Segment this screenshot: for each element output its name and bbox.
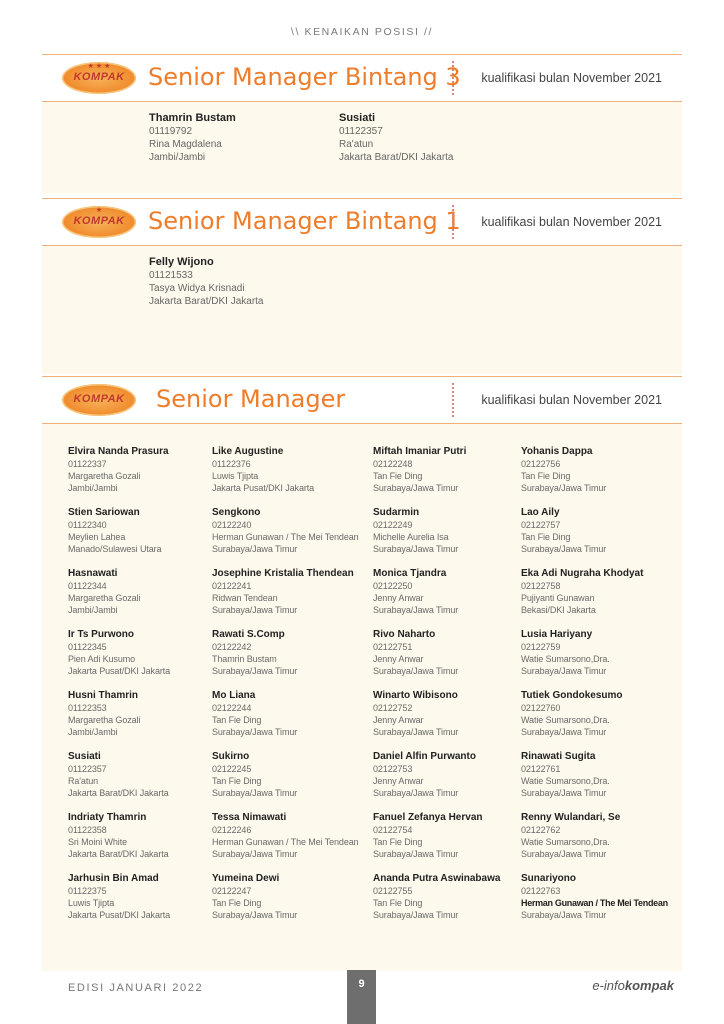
member-name: Sunariyono bbox=[521, 873, 577, 884]
member-id: 02122244 bbox=[212, 703, 252, 713]
brand-logo: e-infokompak bbox=[592, 978, 674, 993]
member-location: Surabaya/Jawa Timur bbox=[212, 727, 298, 737]
member-card bbox=[68, 873, 212, 934]
member-id: 02122754 bbox=[373, 825, 413, 835]
member-id: 01122357 bbox=[68, 764, 107, 774]
member-name: Indriaty Thamrin bbox=[68, 812, 147, 823]
member-sponsor: Tan Fie Ding bbox=[521, 471, 571, 481]
section-bintang-3 bbox=[42, 54, 682, 194]
section-header bbox=[42, 54, 682, 102]
member-card bbox=[339, 112, 454, 164]
member-name: Tessa Nimawati bbox=[212, 812, 287, 823]
member-id: 02122241 bbox=[212, 581, 252, 591]
member-location: Surabaya/Jawa Timur bbox=[373, 910, 459, 920]
member-id: 01122357 bbox=[339, 126, 383, 137]
member-name: Miftah Imaniar Putri bbox=[373, 446, 467, 457]
star-icon: ★ ★ ★ bbox=[87, 63, 111, 70]
member-card bbox=[149, 112, 236, 164]
qualification-text: kualifikasi bulan November 2021 bbox=[481, 71, 662, 85]
member-id: 02122760 bbox=[521, 703, 561, 713]
member-id: 01122340 bbox=[68, 520, 107, 530]
member-id: 01119792 bbox=[149, 126, 193, 137]
member-sponsor: Tan Fie Ding bbox=[373, 898, 423, 908]
edition-label: EDISI JANUARI 2022 bbox=[68, 982, 204, 994]
member-card bbox=[373, 629, 521, 690]
member-name: Renny Wulandari, Se bbox=[521, 812, 621, 823]
member-location: Jakarta Barat/DKI Jakarta bbox=[149, 296, 264, 307]
member-location: Surabaya/Jawa Timur bbox=[521, 788, 607, 798]
member-name: Ir Ts Purwono bbox=[68, 629, 134, 640]
member-location: Surabaya/Jawa Timur bbox=[521, 544, 607, 554]
member-location: Jakarta Barat/DKI Jakarta bbox=[68, 849, 169, 859]
section-title: Senior Manager Bintang 1 bbox=[148, 207, 461, 235]
member-sponsor: Ra'atun bbox=[339, 139, 374, 150]
member-name: Husni Thamrin bbox=[68, 690, 139, 701]
member-id: 02122756 bbox=[521, 459, 561, 469]
member-id: 01122358 bbox=[68, 825, 107, 835]
member-id: 02122757 bbox=[521, 520, 561, 530]
section-title: Senior Manager bbox=[156, 385, 346, 413]
member-sponsor: Tan Fie Ding bbox=[521, 532, 571, 542]
member-name: Jarhusin Bin Amad bbox=[68, 873, 159, 884]
member-location: Surabaya/Jawa Timur bbox=[212, 788, 298, 798]
member-card bbox=[521, 629, 671, 690]
member-list bbox=[42, 246, 682, 374]
member-sponsor: Rina Magdalena bbox=[149, 139, 222, 150]
member-card bbox=[521, 446, 671, 507]
member-card bbox=[68, 629, 212, 690]
member-location: Surabaya/Jawa Timur bbox=[373, 849, 459, 859]
member-card bbox=[373, 812, 521, 873]
member-id: 02122247 bbox=[212, 886, 252, 896]
member-name: Fanuel Zefanya Hervan bbox=[373, 812, 483, 823]
member-location: Jambi/Jambi bbox=[149, 152, 206, 163]
member-card bbox=[521, 568, 671, 629]
member-card bbox=[521, 751, 671, 812]
member-card bbox=[373, 751, 521, 812]
member-location: Surabaya/Jawa Timur bbox=[521, 666, 607, 676]
member-card bbox=[373, 446, 521, 507]
member-sponsor: Pujiyanti Gunawan bbox=[521, 593, 595, 603]
member-card bbox=[212, 568, 373, 629]
member-name: Yohanis Dappa bbox=[521, 446, 593, 457]
member-name: Stien Sariowan bbox=[68, 507, 140, 518]
member-sponsor: Tan Fie Ding bbox=[212, 776, 262, 786]
member-location: Surabaya/Jawa Timur bbox=[521, 727, 607, 737]
member-card bbox=[68, 751, 212, 812]
member-sponsor: Watie Sumarsono,Dra. bbox=[521, 715, 610, 725]
kompak-logo: ★ ★ ★ KOMPAK bbox=[62, 62, 136, 94]
dotted-divider bbox=[452, 383, 454, 417]
member-id: 02122761 bbox=[521, 764, 561, 774]
member-location: Jakarta Pusat/DKI Jakarta bbox=[68, 666, 171, 676]
member-sponsor: Margaretha Gozali bbox=[68, 715, 141, 725]
member-id: 01122375 bbox=[68, 886, 107, 896]
member-name: Winarto Wibisono bbox=[373, 690, 458, 701]
member-id: 01122344 bbox=[68, 581, 107, 591]
member-id: 01122353 bbox=[68, 703, 107, 713]
member-name: Mo Liana bbox=[212, 690, 256, 701]
member-card bbox=[149, 256, 264, 308]
member-card bbox=[373, 507, 521, 568]
member-card bbox=[212, 446, 373, 507]
member-name: Yumeina Dewi bbox=[212, 873, 280, 884]
member-name: Like Augustine bbox=[212, 446, 284, 457]
member-sponsor: Michelle Aurelia Isa bbox=[373, 532, 449, 542]
member-location: Surabaya/Jawa Timur bbox=[521, 483, 607, 493]
member-id: 02122250 bbox=[373, 581, 413, 591]
qualification-text: kualifikasi bulan November 2021 bbox=[481, 215, 662, 229]
kompak-logo: ★ KOMPAK bbox=[62, 206, 136, 238]
member-location: Surabaya/Jawa Timur bbox=[212, 666, 298, 676]
section-title: Senior Manager Bintang 3 bbox=[148, 63, 461, 91]
member-id: 02122249 bbox=[373, 520, 413, 530]
member-card bbox=[373, 568, 521, 629]
member-sponsor: Tan Fie Ding bbox=[373, 471, 423, 481]
page-number: 9 bbox=[358, 978, 365, 990]
member-sponsor: Jenny Anwar bbox=[373, 715, 424, 725]
member-location: Jakarta Barat/DKI Jakarta bbox=[68, 788, 169, 798]
member-name: Sengkono bbox=[212, 507, 261, 518]
member-card bbox=[212, 751, 373, 812]
member-sponsor: Watie Sumarsono,Dra. bbox=[521, 776, 610, 786]
member-location: Surabaya/Jawa Timur bbox=[373, 788, 459, 798]
member-sponsor: Herman Gunawan / The Mei Tendean bbox=[212, 532, 359, 542]
member-id: 02122758 bbox=[521, 581, 561, 591]
member-sponsor: Herman Gunawan / The Mei Tendean bbox=[521, 898, 668, 908]
member-sponsor: Jenny Anwar bbox=[373, 776, 424, 786]
member-location: Surabaya/Jawa Timur bbox=[212, 605, 298, 615]
member-id: 02122248 bbox=[373, 459, 413, 469]
dotted-divider bbox=[452, 205, 454, 239]
member-name: Felly Wijono bbox=[149, 256, 214, 268]
member-location: Jambi/Jambi bbox=[68, 483, 118, 493]
member-sponsor: Margaretha Gozali bbox=[68, 593, 141, 603]
member-sponsor: Tan Fie Ding bbox=[212, 715, 262, 725]
member-location: Surabaya/Jawa Timur bbox=[521, 910, 607, 920]
member-card bbox=[212, 507, 373, 568]
member-name: Hasnawati bbox=[68, 568, 118, 579]
member-card bbox=[68, 812, 212, 873]
member-name: Rinawati Sugita bbox=[521, 751, 596, 762]
member-sponsor: Watie Sumarsono,Dra. bbox=[521, 837, 610, 847]
member-name: Ananda Putra Aswinabawa bbox=[373, 873, 501, 884]
member-id: 02122751 bbox=[373, 642, 413, 652]
member-name: Sukirno bbox=[212, 751, 250, 762]
member-sponsor: Meylien Lahea bbox=[68, 532, 126, 542]
member-id: 02122763 bbox=[521, 886, 561, 896]
member-location: Surabaya/Jawa Timur bbox=[373, 666, 459, 676]
member-location: Jambi/Jambi bbox=[68, 605, 118, 615]
section-senior-manager bbox=[42, 376, 682, 971]
member-name: Rawati S.Comp bbox=[212, 629, 285, 640]
member-name: Thamrin Bustam bbox=[149, 112, 236, 124]
member-location: Manado/Sulawesi Utara bbox=[68, 544, 162, 554]
section-bintang-1 bbox=[42, 198, 682, 374]
member-card bbox=[68, 568, 212, 629]
member-sponsor: Margaretha Gozali bbox=[68, 471, 141, 481]
member-location: Surabaya/Jawa Timur bbox=[212, 910, 298, 920]
member-location: Bekasi/DKI Jakarta bbox=[521, 605, 596, 615]
member-sponsor: Luwis Tjipta bbox=[68, 898, 115, 908]
member-id: 02122762 bbox=[521, 825, 561, 835]
member-id: 02122242 bbox=[212, 642, 252, 652]
member-name: Monica Tjandra bbox=[373, 568, 447, 579]
member-id: 02122752 bbox=[373, 703, 413, 713]
section-header bbox=[42, 198, 682, 246]
member-location: Jambi/Jambi bbox=[68, 727, 118, 737]
member-card bbox=[521, 812, 671, 873]
dotted-divider bbox=[452, 61, 454, 95]
member-sponsor: Sri Moini White bbox=[68, 837, 128, 847]
member-location: Surabaya/Jawa Timur bbox=[373, 605, 459, 615]
member-location: Surabaya/Jawa Timur bbox=[373, 544, 459, 554]
member-card bbox=[373, 873, 521, 934]
qualification-text: kualifikasi bulan November 2021 bbox=[481, 393, 662, 407]
member-sponsor: Tasya Widya Krisnadi bbox=[149, 283, 245, 294]
member-sponsor: Tan Fie Ding bbox=[373, 837, 423, 847]
member-card bbox=[68, 507, 212, 568]
page-number-box bbox=[347, 970, 376, 1024]
member-sponsor: Herman Gunawan / The Mei Tendean bbox=[212, 837, 359, 847]
member-id: 01122337 bbox=[68, 459, 107, 469]
kompak-logo: KOMPAK bbox=[62, 384, 136, 416]
member-name: Josephine Kristalia Thendean bbox=[212, 568, 354, 579]
member-location: Surabaya/Jawa Timur bbox=[373, 727, 459, 737]
member-card bbox=[68, 690, 212, 751]
member-name: Lao Aily bbox=[521, 507, 560, 518]
member-id: 02122240 bbox=[212, 520, 252, 530]
member-card bbox=[68, 446, 212, 507]
star-icon: ★ bbox=[95, 207, 103, 214]
member-name: Eka Adi Nugraha Khodyat bbox=[521, 568, 644, 579]
member-card bbox=[521, 873, 671, 934]
member-card bbox=[212, 629, 373, 690]
member-sponsor: Ra'atun bbox=[68, 776, 99, 786]
section-header bbox=[42, 376, 682, 424]
member-location: Surabaya/Jawa Timur bbox=[212, 544, 298, 554]
member-name: Tutiek Gondokesumo bbox=[521, 690, 623, 701]
member-list bbox=[42, 102, 682, 194]
member-name: Lusia Hariyany bbox=[521, 629, 593, 640]
member-location: Surabaya/Jawa Timur bbox=[212, 849, 298, 859]
page-header: \\ KENAIKAN POSISI // bbox=[290, 26, 434, 38]
member-name: Susiati bbox=[68, 751, 101, 762]
member-id: 02122759 bbox=[521, 642, 561, 652]
member-name: Sudarmin bbox=[373, 507, 420, 518]
member-card bbox=[521, 507, 671, 568]
member-card bbox=[521, 690, 671, 751]
member-sponsor: Luwis Tjipta bbox=[212, 471, 259, 481]
member-sponsor: Jenny Anwar bbox=[373, 593, 424, 603]
member-location: Surabaya/Jawa Timur bbox=[373, 483, 459, 493]
member-sponsor: Tan Fie Ding bbox=[212, 898, 262, 908]
member-sponsor: Ridwan Tendean bbox=[212, 593, 278, 603]
member-id: 01122345 bbox=[68, 642, 107, 652]
member-name: Daniel Alfin Purwanto bbox=[373, 751, 476, 762]
member-sponsor: Thamrin Bustam bbox=[212, 654, 277, 664]
member-name: Elvira Nanda Prasura bbox=[68, 446, 169, 457]
member-location: Jakarta Pusat/DKI Jakarta bbox=[68, 910, 171, 920]
member-card bbox=[373, 690, 521, 751]
member-location: Jakarta Barat/DKI Jakarta bbox=[339, 152, 454, 163]
member-location: Surabaya/Jawa Timur bbox=[521, 849, 607, 859]
member-id: 02122755 bbox=[373, 886, 413, 896]
member-card bbox=[212, 812, 373, 873]
member-card bbox=[212, 690, 373, 751]
member-sponsor: Pien Adi Kusumo bbox=[68, 654, 136, 664]
member-grid bbox=[42, 424, 682, 971]
member-sponsor: Watie Sumarsono,Dra. bbox=[521, 654, 610, 664]
member-location: Jakarta Pusat/DKI Jakarta bbox=[212, 483, 315, 493]
member-id: 02122245 bbox=[212, 764, 252, 774]
member-id: 01122376 bbox=[212, 459, 251, 469]
member-name: Susiati bbox=[339, 112, 376, 124]
member-id: 01121533 bbox=[149, 270, 193, 281]
member-id: 02122753 bbox=[373, 764, 413, 774]
member-id: 02122246 bbox=[212, 825, 252, 835]
member-sponsor: Jenny Anwar bbox=[373, 654, 424, 664]
member-card bbox=[212, 873, 373, 934]
member-name: Rivo Naharto bbox=[373, 629, 436, 640]
